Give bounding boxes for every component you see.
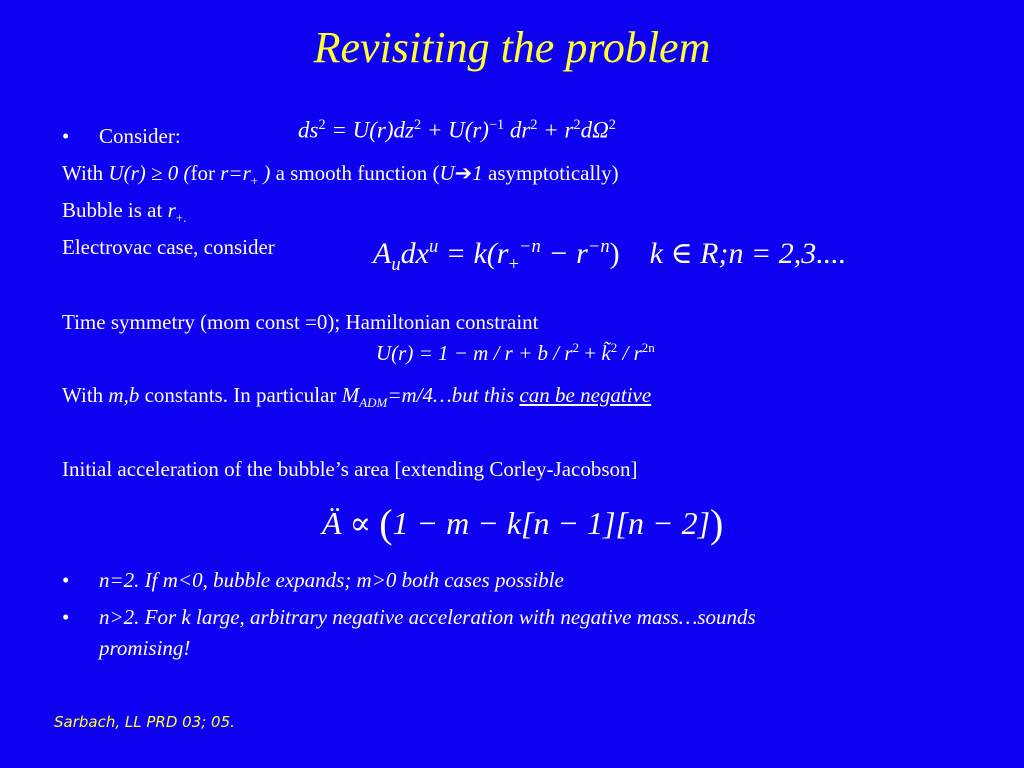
electrovac-line: Electrovac case, consider	[62, 235, 275, 259]
bullet-item-n2: n=2. If m<0, bubble expands; m>0 both cases possible	[99, 568, 564, 592]
consider-label: Consider:	[99, 124, 181, 148]
hamiltonian-constraint-equation: $U(r) = 1 - m / r + b / r^2$ + k̃$^2$ / $r^{2n}$	[376, 340, 655, 365]
acceleration-equation: Ä ∝ (1 − m − k[n − 1][n − 2])	[322, 501, 724, 546]
bullet-marker: •	[62, 568, 70, 592]
arrow-icon: ➔	[454, 161, 473, 185]
time-symmetry-line: Time symmetry (mom const =0); Hamiltonian constraint	[62, 310, 539, 334]
bubble-location-line: Bubble is at $r_{+.}$	[62, 198, 187, 226]
adm-mass-line: With m,b constants. In particular $M_{ADM}=m/4\dots but$ this can be negative	[62, 383, 652, 411]
citation-footer: Sarbach, LL PRD 03; 05.	[54, 713, 235, 731]
slide-title: Revisiting the problem	[313, 23, 711, 72]
metric-equation: $ds^2 = U(r)dz^2 + U(r)^{-1}$ $dr^2 + r^2d\Omega^2$	[298, 117, 616, 143]
bullet-item-n-gt-2: n>2. For k large, arbitrary negative acceleration with negative mass…sounds	[99, 605, 756, 629]
gauge-field-equation: $A_udx^u = k(r_+^{-n} - r^{-n})$ k ∈ R;n = 2,3....	[373, 236, 847, 275]
bullet-item-n-gt-2-cont: promising!	[99, 636, 191, 660]
smooth-function-line: With U(r) ≥ 0 (for $r=r_+$ ) a smooth function (U➔1 asymptotically)	[62, 161, 619, 189]
bullet-marker: •	[62, 124, 70, 148]
acceleration-line: Initial acceleration of the bubble’s area [extending Corley-Jacobson]	[62, 457, 638, 481]
bullet-marker: •	[62, 605, 70, 629]
